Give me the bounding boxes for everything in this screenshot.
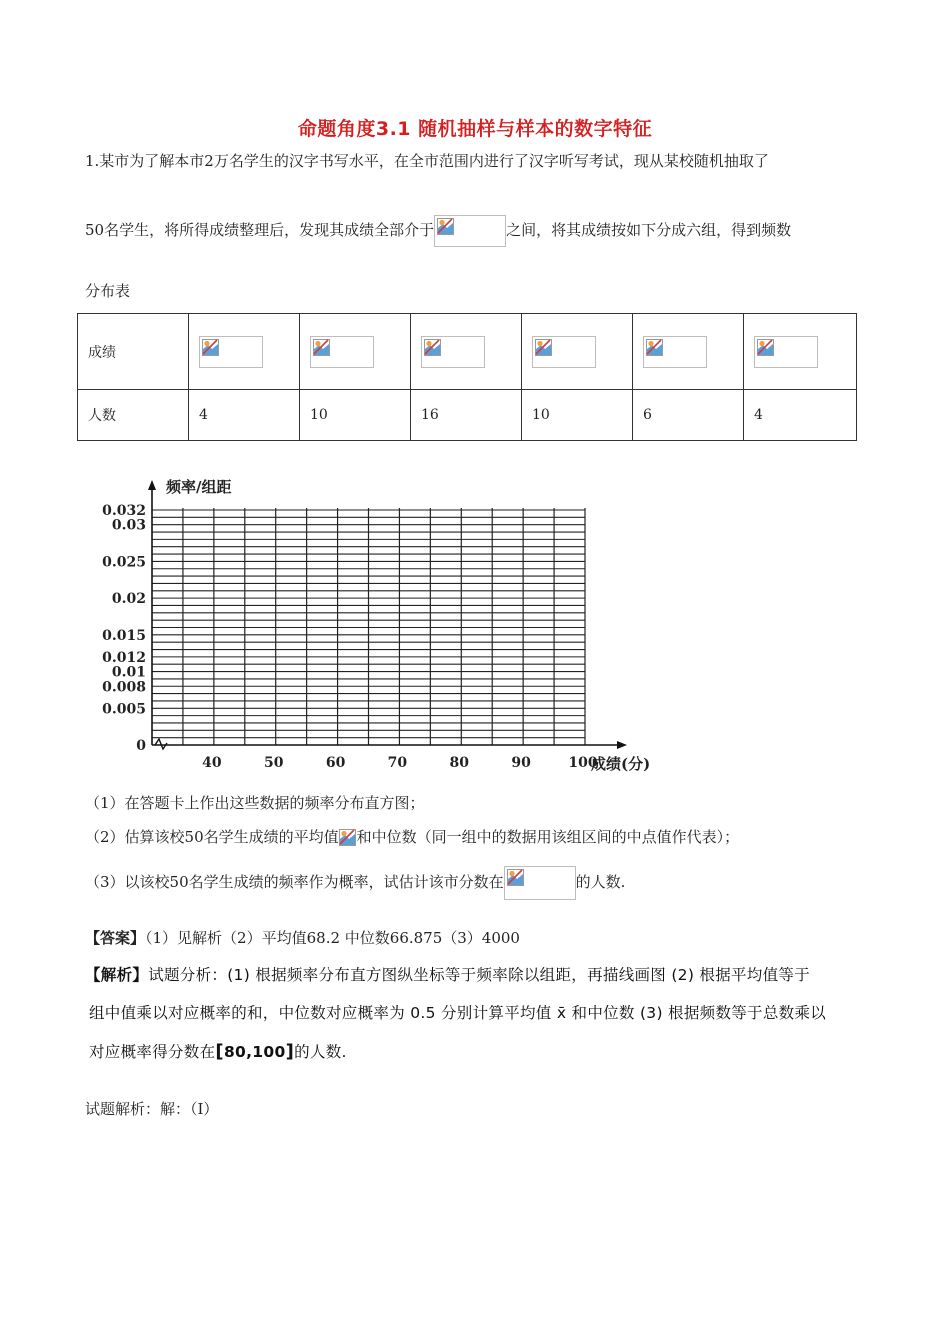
score-range-cell: [744, 314, 857, 390]
count-cell: 6: [633, 390, 744, 441]
count-cell: 16: [411, 390, 522, 441]
problem-line-3: 分布表: [85, 282, 131, 300]
problem-line-2-end: 之间，将其成绩按如下分成六组，得到频数: [506, 221, 792, 239]
question-3-start: （3）以该校50名学生成绩的频率作为概率，试估计该市分数在: [85, 873, 504, 891]
score-range-cell: [411, 314, 522, 390]
analysis-text-3b: 的人数.: [294, 1043, 347, 1061]
analysis-label: 【解析】: [85, 966, 149, 984]
x-tick-label: 70: [387, 755, 408, 771]
table-row-scores: [78, 314, 857, 390]
y-tick-label: 0.012: [102, 649, 146, 666]
x-tick-label: 40: [202, 755, 222, 771]
solution-line: 试题解析：解：（Ⅰ）: [85, 1100, 219, 1118]
answer-text: （1）见解析（2）平均值68.2 中位数66.875（3）4000: [145, 929, 520, 947]
analysis-text-3a: 对应概率得分数在: [89, 1043, 216, 1061]
question-2-start: （2）估算该校50名学生成绩的平均值: [85, 828, 339, 846]
count-cell: 10: [300, 390, 411, 441]
problem-line-2-start: 50名学生，将所得成绩整理后，发现其成绩全部介于: [85, 221, 435, 239]
count-cell: 4: [189, 390, 300, 441]
y-axis-title: 频率/组距: [166, 478, 232, 496]
answer-label: 【答案】: [85, 929, 146, 947]
y-tick-label: 0: [136, 738, 146, 754]
score-range-cell: [300, 314, 411, 390]
table-row-counts: [78, 390, 857, 441]
problem-line-1: 1.某市为了解本市2万名学生的汉字书写水平，在全市范围内进行了汉字听写考试，现从某校随机抽取了: [85, 152, 769, 170]
y-tick-label: 0.015: [102, 627, 146, 644]
y-tick-label: 0.01: [111, 664, 146, 681]
broken-image-icon: [339, 827, 357, 849]
histogram-grid-chart: [85, 470, 675, 780]
broken-image-icon: [434, 215, 506, 247]
chart-canvas: [85, 470, 675, 780]
count-cell: 10: [522, 390, 633, 441]
analysis-line-2: 组中值乘以对应概率的和，中位数对应概率为 0.5 分别计算平均值 x̄ 和中位数 (3) 根据频数等于总数乘以: [89, 1004, 827, 1022]
score-range-cell: [522, 314, 633, 390]
problem-line-2: [85, 215, 791, 247]
question-3-end: 的人数.: [575, 873, 626, 891]
question-1: （1）在答题卡上作出这些数据的频率分布直方图；: [85, 794, 425, 812]
broken-image-icon: [532, 336, 596, 368]
table-header-counts: 人数: [78, 390, 189, 441]
y-tick-label: 0.005: [102, 701, 146, 718]
broken-image-icon: [310, 336, 374, 368]
broken-image-icon: [754, 336, 818, 368]
table-header-scores: 成绩: [78, 314, 189, 390]
y-tick-label: 0.025: [102, 554, 146, 571]
question-2-end: 和中位数（同一组中的数据用该组区间的中点值作代表）；: [356, 828, 740, 846]
broken-image-icon: [643, 336, 707, 368]
document-title: 命题角度3.1 随机抽样与样本的数字特征: [297, 118, 653, 140]
answer-line: [85, 927, 520, 948]
score-range-cell: [189, 314, 300, 390]
analysis-interval: 80,100: [223, 1043, 286, 1061]
analysis-line-3: 对应概率得分数在[80,100]的人数.: [89, 1041, 347, 1062]
analysis-line-1: [85, 963, 810, 985]
broken-image-icon: [199, 336, 263, 368]
y-tick-label: 0.008: [102, 679, 146, 696]
broken-image-icon: [504, 866, 576, 900]
y-tick-label: 0.032: [102, 503, 146, 519]
axis-break-mark: [155, 739, 167, 749]
analysis-text-1: 试题分析：(1) 根据频率分布直方图纵坐标等于频率除以组距，再描线画图 (2) 根据平均值等于: [148, 966, 810, 984]
x-axis-arrow: [617, 741, 627, 749]
frequency-table: [77, 313, 857, 441]
x-tick-label: 90: [511, 755, 531, 771]
y-tick-label: 0.02: [111, 591, 146, 608]
broken-image-icon: [421, 336, 485, 368]
x-tick-label: 100: [568, 755, 598, 771]
x-tick-label: 60: [325, 755, 346, 771]
count-cell: 4: [744, 390, 857, 441]
x-tick-label: 50: [263, 755, 284, 771]
x-axis-title: 成绩(分): [591, 755, 651, 773]
y-tick-label: 0.03: [111, 517, 146, 534]
x-tick-label: 80: [449, 755, 470, 771]
score-range-cell: [633, 314, 744, 390]
question-3: [85, 866, 625, 900]
question-2: [85, 826, 739, 849]
y-axis-arrow: [148, 480, 156, 490]
